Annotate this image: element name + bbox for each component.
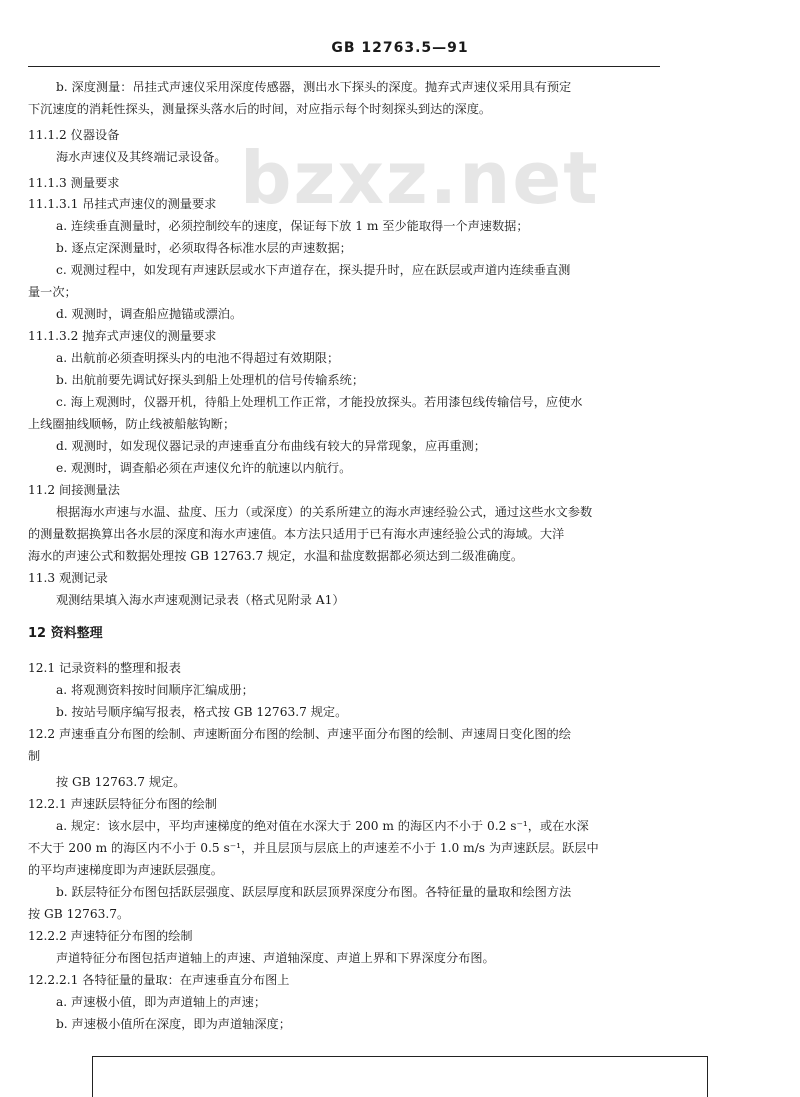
list-item: c. 海上观测时，仪器开机，待船上处理机工作正常，才能投放探头。若用漆包线传输信号，应使水 (56, 395, 583, 409)
clause-heading: 12.2.2 声速特征分布图的绘制 (28, 929, 193, 943)
text-line: 下沉速度的消耗性探头，测量探头落水后的时间，对应指示每个时刻探头到达的深度。 (28, 102, 492, 116)
clause-heading: 11.2 间接测量法 (28, 483, 120, 497)
clause-heading: 11.1.3.1 吊挂式声速仪的测量要求 (28, 197, 217, 211)
clause-heading: 12.1 记录资料的整理和报表 (28, 661, 181, 675)
list-item: b. 声速极小值所在深度，即为声道轴深度； (56, 1017, 291, 1031)
clause-heading: 11.1.3 测量要求 (28, 176, 120, 190)
list-item: c. 观测过程中，如发现有声速跃层或水下声道存在，探头提升时，应在跃层或声道内连续垂直测 (56, 263, 571, 277)
text-line: 上线圈抽线顺畅，防止线被船舷钩断； (28, 417, 236, 431)
clause-heading: 11.3 观测记录 (28, 571, 108, 585)
clause-heading: 12.2.2.1 各特征量的量取：在声速垂直分布图上 (28, 973, 290, 987)
text-line: 量一次； (28, 285, 77, 299)
text-line: 制 (28, 749, 41, 763)
list-item: b. 按站号顺序编写报表，格式按 GB 12763.7 规定。 (56, 705, 348, 719)
text-line: 的平均声速梯度即为声速跃层强度。 (28, 863, 223, 877)
list-item: b. 出航前要先调试好探头到船上处理机的信号传输系统； (56, 373, 365, 387)
text-line: b. 深度测量：吊挂式声速仪采用深度传感器，测出水下探头的深度。抛弃式声速仪采用具有预定 (56, 80, 572, 94)
header-rule (28, 66, 660, 67)
list-item: a. 声速极小值，即为声道轴上的声速； (56, 995, 267, 1009)
text-line: 根据海水声速与水温、盐度、压力（或深度）的关系所建立的海水声速经验公式，通过这些水文参数 (56, 505, 593, 519)
text-line: 不大于 200 m 的海区内不小于 0.5 s⁻¹，并且层顶与层底上的声速差不小于 1.0 m/s 为声速跃层。跃层中 (28, 841, 599, 855)
clause-heading: 11.1.2 仪器设备 (28, 128, 120, 142)
list-item: d. 观测时，调查船应抛锚或漂泊。 (56, 307, 243, 321)
list-item: a. 规定：该水层中，平均声速梯度的绝对值在水深大于 200 m 的海区内不小于 0.2 s⁻¹，或在水深 (56, 819, 589, 833)
text-line: 的测量数据换算出各水层的深度和海水声速值。本方法只适用于已有海水声速经验公式的海域。大洋 (28, 527, 565, 541)
text-line: 观测结果填入海水声速观测记录表（格式见附录 A1） (56, 593, 345, 607)
page-header: GB 12763.5—91 (331, 40, 469, 56)
text-line: 海水声速仪及其终端记录设备。 (56, 150, 227, 164)
list-item: a. 将观测资料按时间顺序汇编成册； (56, 683, 254, 697)
list-item: e. 观测时，调查船必须在声速仪允许的航速以内航行。 (56, 461, 352, 475)
text-line: 海水的声速公式和数据处理按 GB 12763.7 规定，水温和盐度数据都必须达到二级准确度。 (28, 549, 524, 563)
section-heading: 12 资料整理 (28, 626, 103, 641)
clause-heading: 11.1.3.2 抛弃式声速仪的测量要求 (28, 329, 217, 343)
list-item: a. 出航前必须查明探头内的电池不得超过有效期限； (56, 351, 340, 365)
text-line: 按 GB 12763.7。 (28, 907, 130, 921)
text-line: 按 GB 12763.7 规定。 (56, 775, 186, 789)
list-item: a. 连续垂直测量时，必须控制绞车的速度，保证每下放 1 m 至少能取得一个声速数据； (56, 219, 529, 233)
list-item: d. 观测时，如发现仪器记录的声速垂直分布曲线有较大的异常现象，应再重测； (56, 439, 486, 453)
watermark: bzxz.net (240, 136, 600, 220)
list-item: b. 跃层特征分布图包括跃层强度、跃层厚度和跃层顶界深度分布图。各特征量的量取和绘图方法 (56, 885, 572, 899)
clause-heading: 12.2 声速垂直分布图的绘制、声速断面分布图的绘制、声速平面分布图的绘制、声速周日变化图的绘 (28, 727, 571, 741)
clause-heading: 12.2.1 声速跃层特征分布图的绘制 (28, 797, 217, 811)
text-line: 声道特征分布图包括声道轴上的声速、声道轴深度、声道上界和下界深度分布图。 (56, 951, 495, 965)
list-item: b. 逐点定深测量时，必须取得各标准水层的声速数据； (56, 241, 352, 255)
